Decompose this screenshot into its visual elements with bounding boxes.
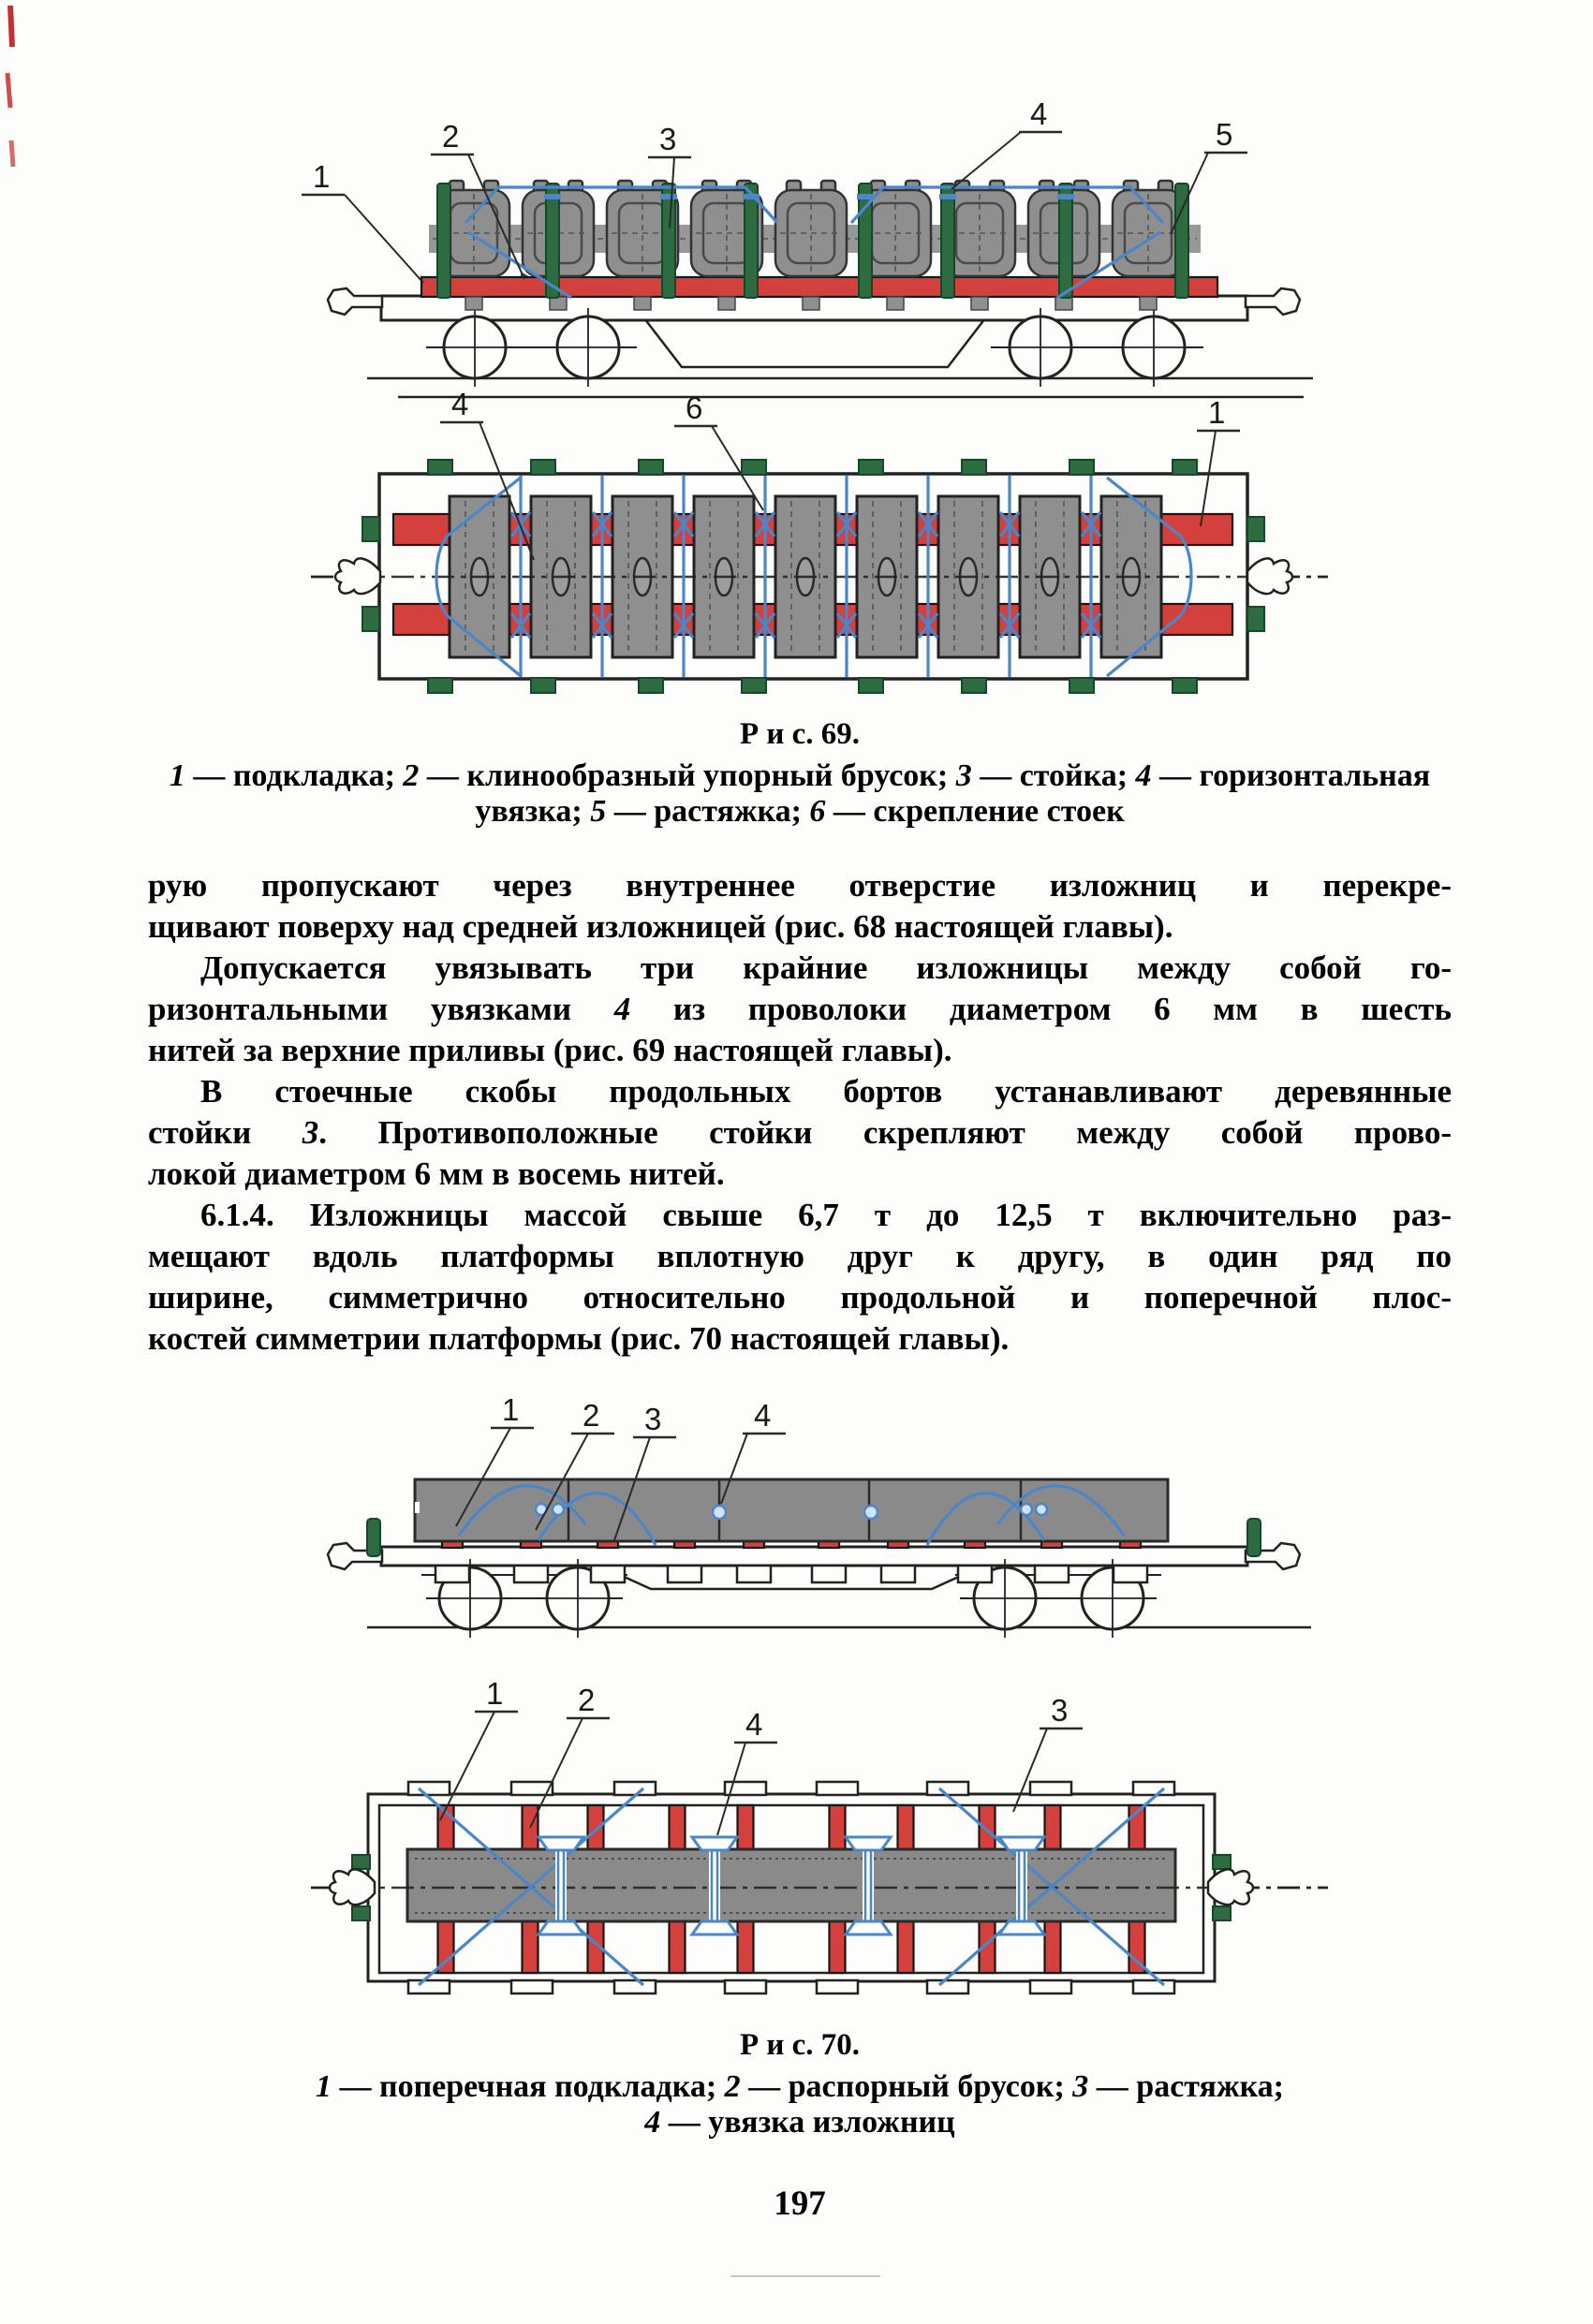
figure-label: 5 xyxy=(1216,117,1233,152)
fig70-top-view xyxy=(311,1676,1328,1993)
body-text xyxy=(148,865,1452,1360)
figure-label: 4 xyxy=(1030,96,1048,131)
scan-marks xyxy=(0,0,37,281)
coupler-right xyxy=(1247,558,1292,594)
legend-num: 2 xyxy=(724,2069,741,2104)
body-line: рую пропускают через внутреннее отверстие изложниц и перекре- xyxy=(148,867,1452,904)
legend-num: 4 xyxy=(644,2105,661,2140)
scan-smudge xyxy=(730,2273,880,2279)
legend-text: увязка; xyxy=(475,794,591,829)
ingot-mold-row-top xyxy=(407,1849,1175,1921)
fig70-legend-line1 xyxy=(148,2069,1452,2105)
legend-num: 6 xyxy=(809,794,826,829)
fig69-legend-line2 xyxy=(148,794,1452,830)
legend-text: — поперечная подкладка; xyxy=(331,2069,725,2104)
legend-num: 3 xyxy=(1072,2069,1089,2104)
fig70-caption-title: Р и с. 70. xyxy=(739,2028,861,2062)
figure-label: 1 xyxy=(313,159,331,194)
legend-num: 4 xyxy=(1135,758,1152,793)
figure-label: 4 xyxy=(754,1398,772,1433)
coupler-right xyxy=(1246,288,1300,315)
page-number: 197 xyxy=(774,2184,826,2223)
figure-label: 3 xyxy=(644,1402,662,1436)
fig69-legend-line1 xyxy=(148,758,1452,794)
body-line: Допускается увязывать три крайние изложницы между собой го- xyxy=(200,949,1452,986)
legend-text: — растяжка; xyxy=(606,794,810,829)
body-line: мещают вдоль платформы вплотную друг к другу, в один ряд по xyxy=(148,1238,1452,1274)
body-line: стойки 3. Противоположные стойки скрепляют между собой прово- xyxy=(148,1114,1453,1151)
flatcar-deck xyxy=(381,1547,1247,1566)
legend-num: 2 xyxy=(403,758,420,793)
figure-label: 2 xyxy=(442,119,460,154)
ingot-mold-row-side xyxy=(415,1479,1168,1541)
figure-70 xyxy=(272,1392,1358,2013)
body-line: щивают поверху над средней изложницей (рис. 68 настоящей главы). xyxy=(148,908,1173,945)
body-line: костей симметрии платформы (рис. 70 настоящей главы). xyxy=(148,1320,1010,1357)
body-line: В стоечные скобы продольных бортов устанавливают деревянные xyxy=(200,1073,1452,1110)
figure-label: 3 xyxy=(659,122,677,156)
fig70-side-view xyxy=(328,1392,1311,1638)
legend-num: 1 xyxy=(169,758,185,793)
fig69-top-view xyxy=(311,387,1328,693)
figure-label: 1 xyxy=(486,1676,504,1711)
legend-text: — подкладка; xyxy=(184,758,404,793)
end-stake-right xyxy=(1247,1519,1261,1556)
figure-label: 2 xyxy=(583,1398,600,1433)
figure-label: 4 xyxy=(451,387,469,421)
legend-text: — увязка изложниц xyxy=(660,2105,955,2140)
legend-text: — распорный брусок; xyxy=(740,2069,1073,2104)
figure-69 xyxy=(272,94,1358,702)
end-stake-left xyxy=(367,1519,380,1556)
legend-num: 3 xyxy=(955,758,972,793)
body-line: ризонтальными увязками 4 из проволоки диаметром 6 мм в шесть xyxy=(148,991,1452,1027)
legend-text: — клинообразный упорный брусок; xyxy=(419,758,956,793)
figure-label: 3 xyxy=(1051,1693,1069,1728)
deck-tabs xyxy=(435,1566,1147,1582)
fig70-legend-line2 xyxy=(148,2105,1452,2140)
legend-text: — скрепление стоек xyxy=(825,794,1125,829)
coupler-left xyxy=(328,288,382,315)
legend-num: 1 xyxy=(315,2069,332,2104)
body-line: локой диаметром 6 мм в восемь нитей. xyxy=(148,1155,725,1192)
figure-label: 4 xyxy=(745,1707,763,1742)
figure-label: 1 xyxy=(502,1392,520,1427)
body-line: 6.1.4. Изложницы массой свыше 6,7 т до 12,5 т включительно раз- xyxy=(200,1197,1452,1233)
coupler-right xyxy=(1208,1869,1253,1905)
fig69-caption-title: Р и с. 69. xyxy=(739,717,861,751)
coupler-left xyxy=(335,558,380,594)
legend-text: — растяжка; xyxy=(1088,2069,1284,2104)
figure-label: 6 xyxy=(686,390,703,425)
legend-num: 5 xyxy=(590,794,607,829)
body-line: ширине, симметрично относительно продольной и поперечной плос- xyxy=(148,1279,1452,1316)
legend-text: — горизонтальная xyxy=(1151,758,1431,793)
figure-label: 2 xyxy=(578,1683,596,1717)
legend-text: — стойка; xyxy=(971,758,1136,793)
fig69-side-view xyxy=(302,96,1313,397)
coupler-left xyxy=(330,1869,375,1905)
figure-label: 1 xyxy=(1208,395,1226,430)
body-line: нитей за верхние приливы (рис. 69 настоящей главы). xyxy=(148,1032,952,1068)
